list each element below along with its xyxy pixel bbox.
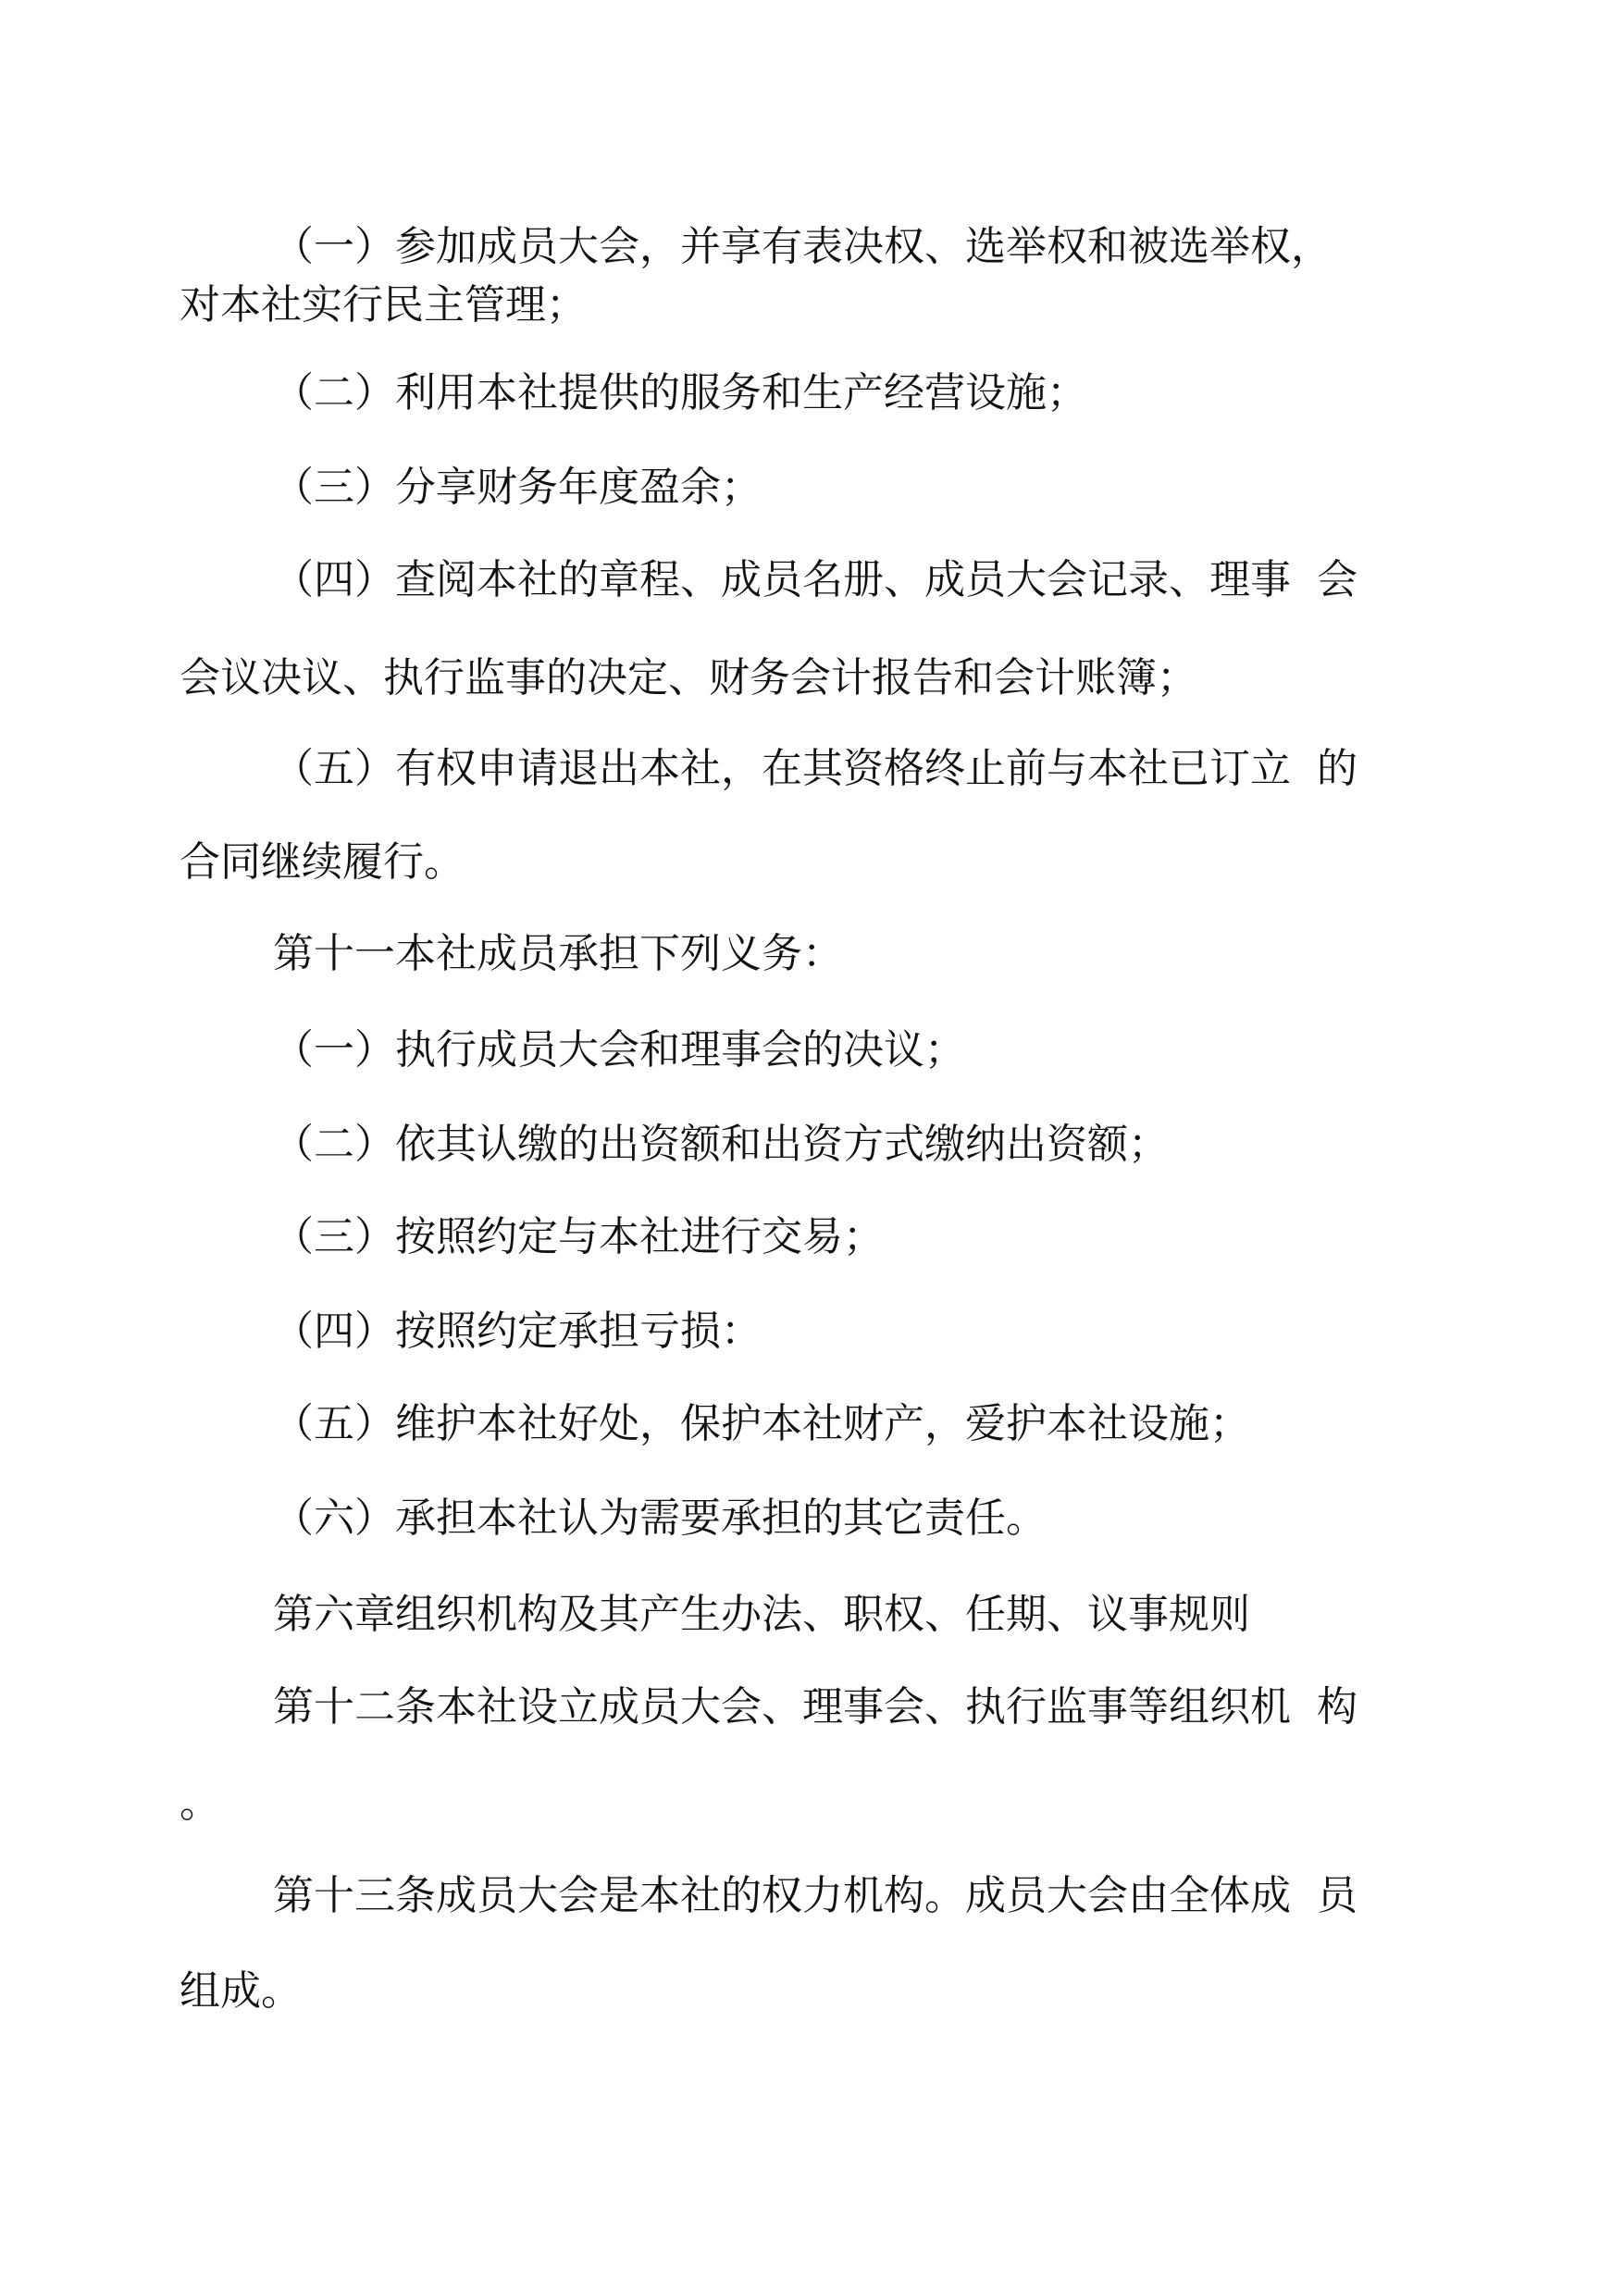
article-13-line-2: 组成。 (180, 1967, 302, 2015)
article-11-heading: 第十一本社成员承担下列义务： (273, 930, 843, 977)
paragraph-right-2: （二）利用本社提供的服务和生产经营设施； (273, 369, 1087, 416)
paragraph-right-5-line-2: 合同继续履行。 (180, 838, 465, 886)
duty-item-4: （四）按照约定承担亏损： (273, 1308, 762, 1355)
duty-item-3: （三）按照约定与本社进行交易； (273, 1213, 884, 1260)
paragraph-right-4-line-2: 会议决议、执行监事的决定、财务会计报告和会计账簿； (180, 654, 1197, 701)
article-12-line-1: 第十二条本社设立成员大会、理事会、执行监事等组织机 构 (273, 1683, 1357, 1731)
paragraph-right-5-line-1: （五）有权申请退出本社，在其资格终止前与本社已订立 的 (273, 745, 1357, 792)
paragraph-right-1-line-2: 对本社实行民主管理； (180, 281, 587, 329)
paragraph-right-4-line-1: （四）查阅本社的章程、成员名册、成员大会记录、理事 会 (273, 556, 1357, 603)
paragraph-right-1-line-1: （一）参加成员大会，并享有表决权、选举权和被选举权， (273, 223, 1332, 270)
duty-item-2: （二）依其认缴的出资额和出资方式缴纳出资额； (273, 1121, 1169, 1168)
duty-item-1: （一）执行成员大会和理事会的决议； (273, 1026, 965, 1073)
article-12-line-2: 。 (180, 1780, 220, 1827)
duty-item-6: （六）承担本社认为需要承担的其它责任。 (273, 1495, 1047, 1542)
duty-item-5: （五）维护本社好处，保护本社财产，爱护本社设施； (273, 1400, 1250, 1447)
paragraph-right-3: （三）分享财务年度盈余； (273, 464, 762, 511)
chapter-6-heading: 第六章组织机构及其产生办法、职权、任期、议事规则 (273, 1591, 1250, 1638)
article-13-line-1: 第十三条成员大会是本社的权力机构。成员大会由全体成 员 (273, 1872, 1357, 1919)
